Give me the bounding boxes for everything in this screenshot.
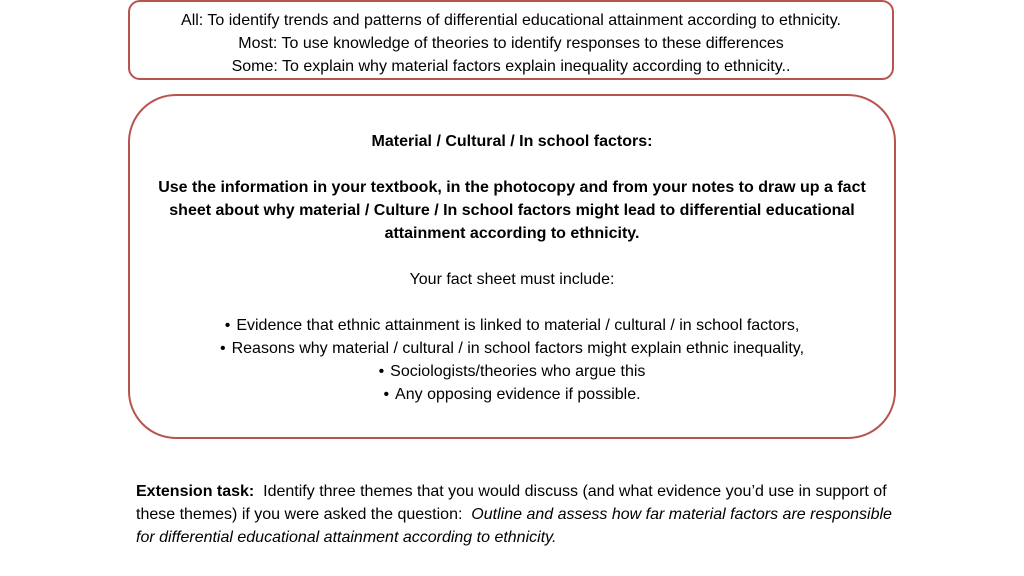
list-item-text: Evidence that ethnic attainment is linked to material / cultural / in school factors, (236, 317, 800, 334)
requirements-list (130, 314, 894, 406)
task-instruction: Use the information in your textbook, in the photocopy and from your notes to draw up a fact sheet about why material / Culture / In school factors might lead to differential educational attainment according to ethnicity. (158, 179, 866, 242)
task-intro: Your fact sheet must include: (409, 271, 615, 288)
list-item (130, 360, 894, 383)
bullet-icon: • (219, 340, 226, 357)
extension-task (136, 480, 896, 549)
extension-label: Extension task: (136, 483, 255, 500)
list-item-text: Reasons why material / cultural / in school factors might explain ethnic inequality, (231, 340, 805, 357)
task-heading: Material / Cultural / In school factors: (371, 133, 653, 150)
list-item (130, 337, 894, 360)
list-item-text: Sociologists/theories who argue this (390, 363, 646, 380)
list-item-text: Any opposing evidence if possible. (395, 386, 641, 403)
list-item (130, 383, 894, 406)
learning-objectives-box (128, 0, 894, 80)
bullet-icon: • (378, 363, 385, 380)
extension-text: Identify three themes that you would discuss (and what evidence you’d use in support of these themes) if you were asked the question: (136, 483, 887, 523)
bullet-icon: • (224, 317, 231, 334)
task-box (128, 94, 896, 439)
bullet-icon: • (383, 386, 390, 403)
list-item (130, 314, 894, 337)
objective-most: Most: To use knowledge of theories to identify responses to these differences (238, 35, 784, 52)
extension-question: Outline and assess how far material factors are responsible for differential educational attainment according to ethnicity. (136, 506, 892, 546)
objective-some: Some: To explain why material factors explain inequality according to ethnicity.. (231, 58, 791, 75)
objective-all: All: To identify trends and patterns of differential educational attainment according to ethnicity. (181, 12, 841, 29)
